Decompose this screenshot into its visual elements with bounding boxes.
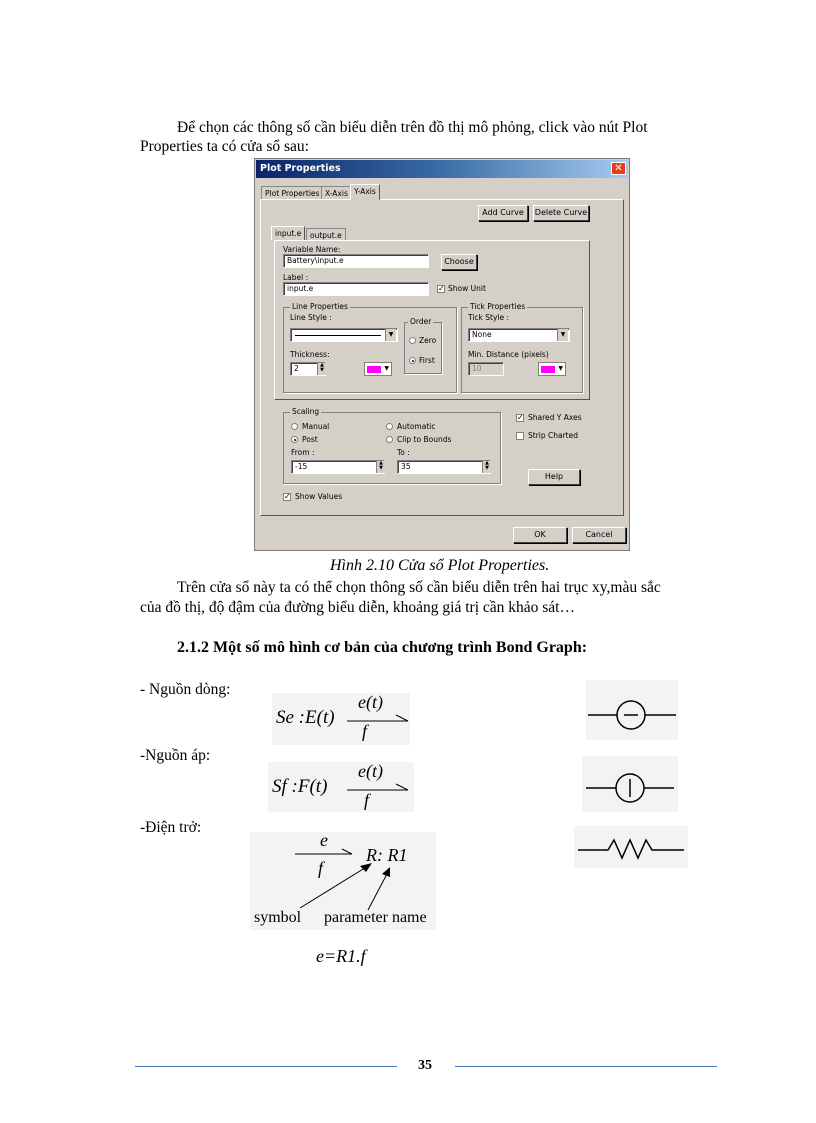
label-label: Label : — [283, 273, 309, 282]
clip-to-bounds-radio[interactable] — [386, 436, 393, 443]
chevron-down-icon: ▼ — [385, 329, 396, 341]
tab-input-e[interactable]: input.e — [271, 226, 305, 240]
scaling-title: Scaling — [292, 407, 320, 416]
item-label-resistor: -Điện trở: — [140, 819, 202, 836]
tab-y-axis[interactable]: Y-Axis — [350, 184, 380, 200]
resistor-formula — [250, 832, 436, 930]
bond-arrow-icon — [346, 714, 410, 724]
page-number: 35 — [418, 1058, 432, 1073]
chevron-down-icon: ▼ — [384, 365, 389, 372]
parameter-note: parameter name — [324, 909, 427, 926]
tick-properties-title: Tick Properties — [470, 302, 526, 311]
bond-arrow-icon — [346, 783, 410, 793]
variable-name-label: Variable Name: — [283, 245, 341, 254]
strip-charted-checkbox[interactable] — [516, 432, 524, 440]
se-lhs: Se :E(t) — [276, 707, 335, 728]
clip-to-bounds-label: Clip to Bounds — [397, 435, 452, 444]
label-input[interactable]: input.e — [283, 282, 429, 296]
tick-color-swatch — [541, 366, 555, 373]
sf-denominator: f — [364, 790, 370, 810]
scaling-group — [283, 407, 501, 484]
to-label: To : — [397, 448, 410, 457]
se-numerator: e(t) — [358, 692, 383, 712]
resistor-symbol — [574, 826, 688, 868]
thickness-label: Thickness: — [290, 350, 330, 359]
tick-color-picker[interactable] — [538, 362, 566, 376]
order-group — [404, 317, 442, 374]
add-curve-button[interactable]: Add Curve — [478, 205, 528, 221]
current-source-symbol — [586, 680, 678, 740]
tick-style-label: Tick Style : — [468, 313, 510, 322]
line-style-select[interactable] — [290, 328, 398, 342]
cancel-button[interactable]: Cancel — [572, 527, 626, 543]
voltage-source-icon — [582, 756, 678, 812]
order-title: Order — [410, 317, 432, 326]
to-input[interactable]: 35 — [397, 460, 491, 474]
chevron-down-icon: ▼ — [558, 365, 563, 372]
from-label: From : — [291, 448, 315, 457]
order-zero-label: Zero — [419, 336, 437, 345]
order-zero-radio[interactable] — [409, 337, 416, 344]
para-line-2: của đồ thị, độ đậm của đường biểu diễn, khoảng giá trị cần khảo sát… — [140, 599, 575, 616]
curve-panel — [274, 240, 590, 400]
line-properties-group — [283, 302, 457, 393]
y-axis-panel — [260, 199, 624, 516]
from-spin-icon[interactable]: ▲ ▼ — [376, 461, 385, 473]
shared-y-axes-label: Shared Y Axes — [528, 413, 582, 422]
plot-properties-dialog — [254, 158, 630, 551]
sf-numerator: e(t) — [358, 761, 383, 781]
item-label-voltage-source: -Nguồn áp: — [140, 747, 211, 764]
se-denominator: f — [362, 721, 368, 741]
show-unit-label: Show Unit — [448, 284, 486, 293]
sf-formula — [268, 762, 414, 812]
tab-x-axis[interactable]: X-Axis — [321, 186, 352, 199]
automatic-radio[interactable] — [386, 423, 393, 430]
se-formula — [272, 693, 410, 745]
shared-y-axes-checkbox[interactable]: ✓ — [517, 413, 524, 422]
order-first-radio[interactable] — [409, 357, 416, 364]
strip-charted-label: Strip Charted — [528, 431, 578, 440]
figure-caption: Hình 2.10 Cửa sổ Plot Properties. — [330, 557, 550, 574]
sf-lhs: Sf :F(t) — [272, 776, 328, 797]
chevron-down-icon: ▼ — [557, 329, 568, 341]
delete-curve-button[interactable]: Delete Curve — [533, 205, 589, 221]
show-values-label: Show Values — [295, 492, 343, 501]
resistor-numerator: e — [320, 830, 328, 850]
choose-button[interactable]: Choose — [441, 254, 477, 270]
manual-radio[interactable] — [291, 423, 298, 430]
line-properties-title: Line Properties — [292, 302, 348, 311]
dialog-title: Plot Properties — [260, 163, 341, 174]
tick-style-select[interactable] — [468, 328, 570, 342]
voltage-source-symbol — [582, 756, 678, 812]
resistor-rhs: R: R1 — [366, 845, 408, 865]
from-input[interactable]: -15 — [291, 460, 385, 474]
intro-line-2: Properties ta có cửa sổ sau: — [140, 138, 309, 155]
equation: e=R1.f — [316, 946, 366, 966]
resistor-icon — [574, 826, 688, 868]
min-distance-label: Min. Distance (pixels) — [468, 350, 549, 359]
item-label-current-source: - Nguồn dòng: — [140, 681, 231, 698]
order-first-label: First — [419, 356, 435, 365]
manual-label: Manual — [302, 422, 330, 431]
show-unit-checkbox[interactable]: ✓ — [438, 284, 445, 293]
current-source-icon — [586, 680, 678, 740]
automatic-label: Automatic — [397, 422, 436, 431]
section-heading: 2.1.2 Một số mô hình cơ bản của chương trình Bond Graph: — [177, 639, 588, 656]
para-line-1: Trên cửa sổ này ta có thể chọn thông số cần biểu diễn trên hai trục xy,màu sắc — [177, 579, 661, 596]
thickness-spin-icon[interactable]: ▲ ▼ — [317, 363, 326, 375]
close-icon[interactable]: ✕ — [611, 162, 626, 175]
variable-name-input[interactable]: Battery\input.e — [283, 254, 429, 268]
tab-plot-properties[interactable]: Plot Properties — [261, 186, 323, 199]
thickness-input[interactable]: 2 — [290, 362, 326, 376]
help-button[interactable]: Help — [528, 469, 580, 485]
resistor-denominator: f — [318, 858, 324, 878]
tick-properties-group — [461, 302, 583, 393]
symbol-note: symbol — [254, 909, 302, 926]
line-style-label: Line Style : — [290, 313, 332, 322]
post-label: Post — [302, 435, 318, 444]
intro-line-1: Để chọn các thông số cần biểu diễn trên đồ thị mô phỏng, click vào nút Plot — [177, 119, 648, 136]
post-radio[interactable] — [291, 436, 298, 443]
show-values-checkbox[interactable]: ✓ — [284, 492, 291, 501]
tick-style-value: None — [472, 330, 492, 339]
line-color-swatch — [367, 366, 381, 373]
min-distance-input[interactable]: 10 — [468, 362, 504, 376]
footer-rule-right — [455, 1066, 717, 1067]
footer-rule-left — [135, 1066, 397, 1067]
ok-button[interactable]: OK — [513, 527, 567, 543]
to-spin-icon[interactable]: ▲ ▼ — [482, 461, 491, 473]
dialog-titlebar — [256, 160, 628, 178]
line-color-picker[interactable] — [364, 362, 392, 376]
tab-output-e[interactable]: output.e — [306, 228, 346, 240]
